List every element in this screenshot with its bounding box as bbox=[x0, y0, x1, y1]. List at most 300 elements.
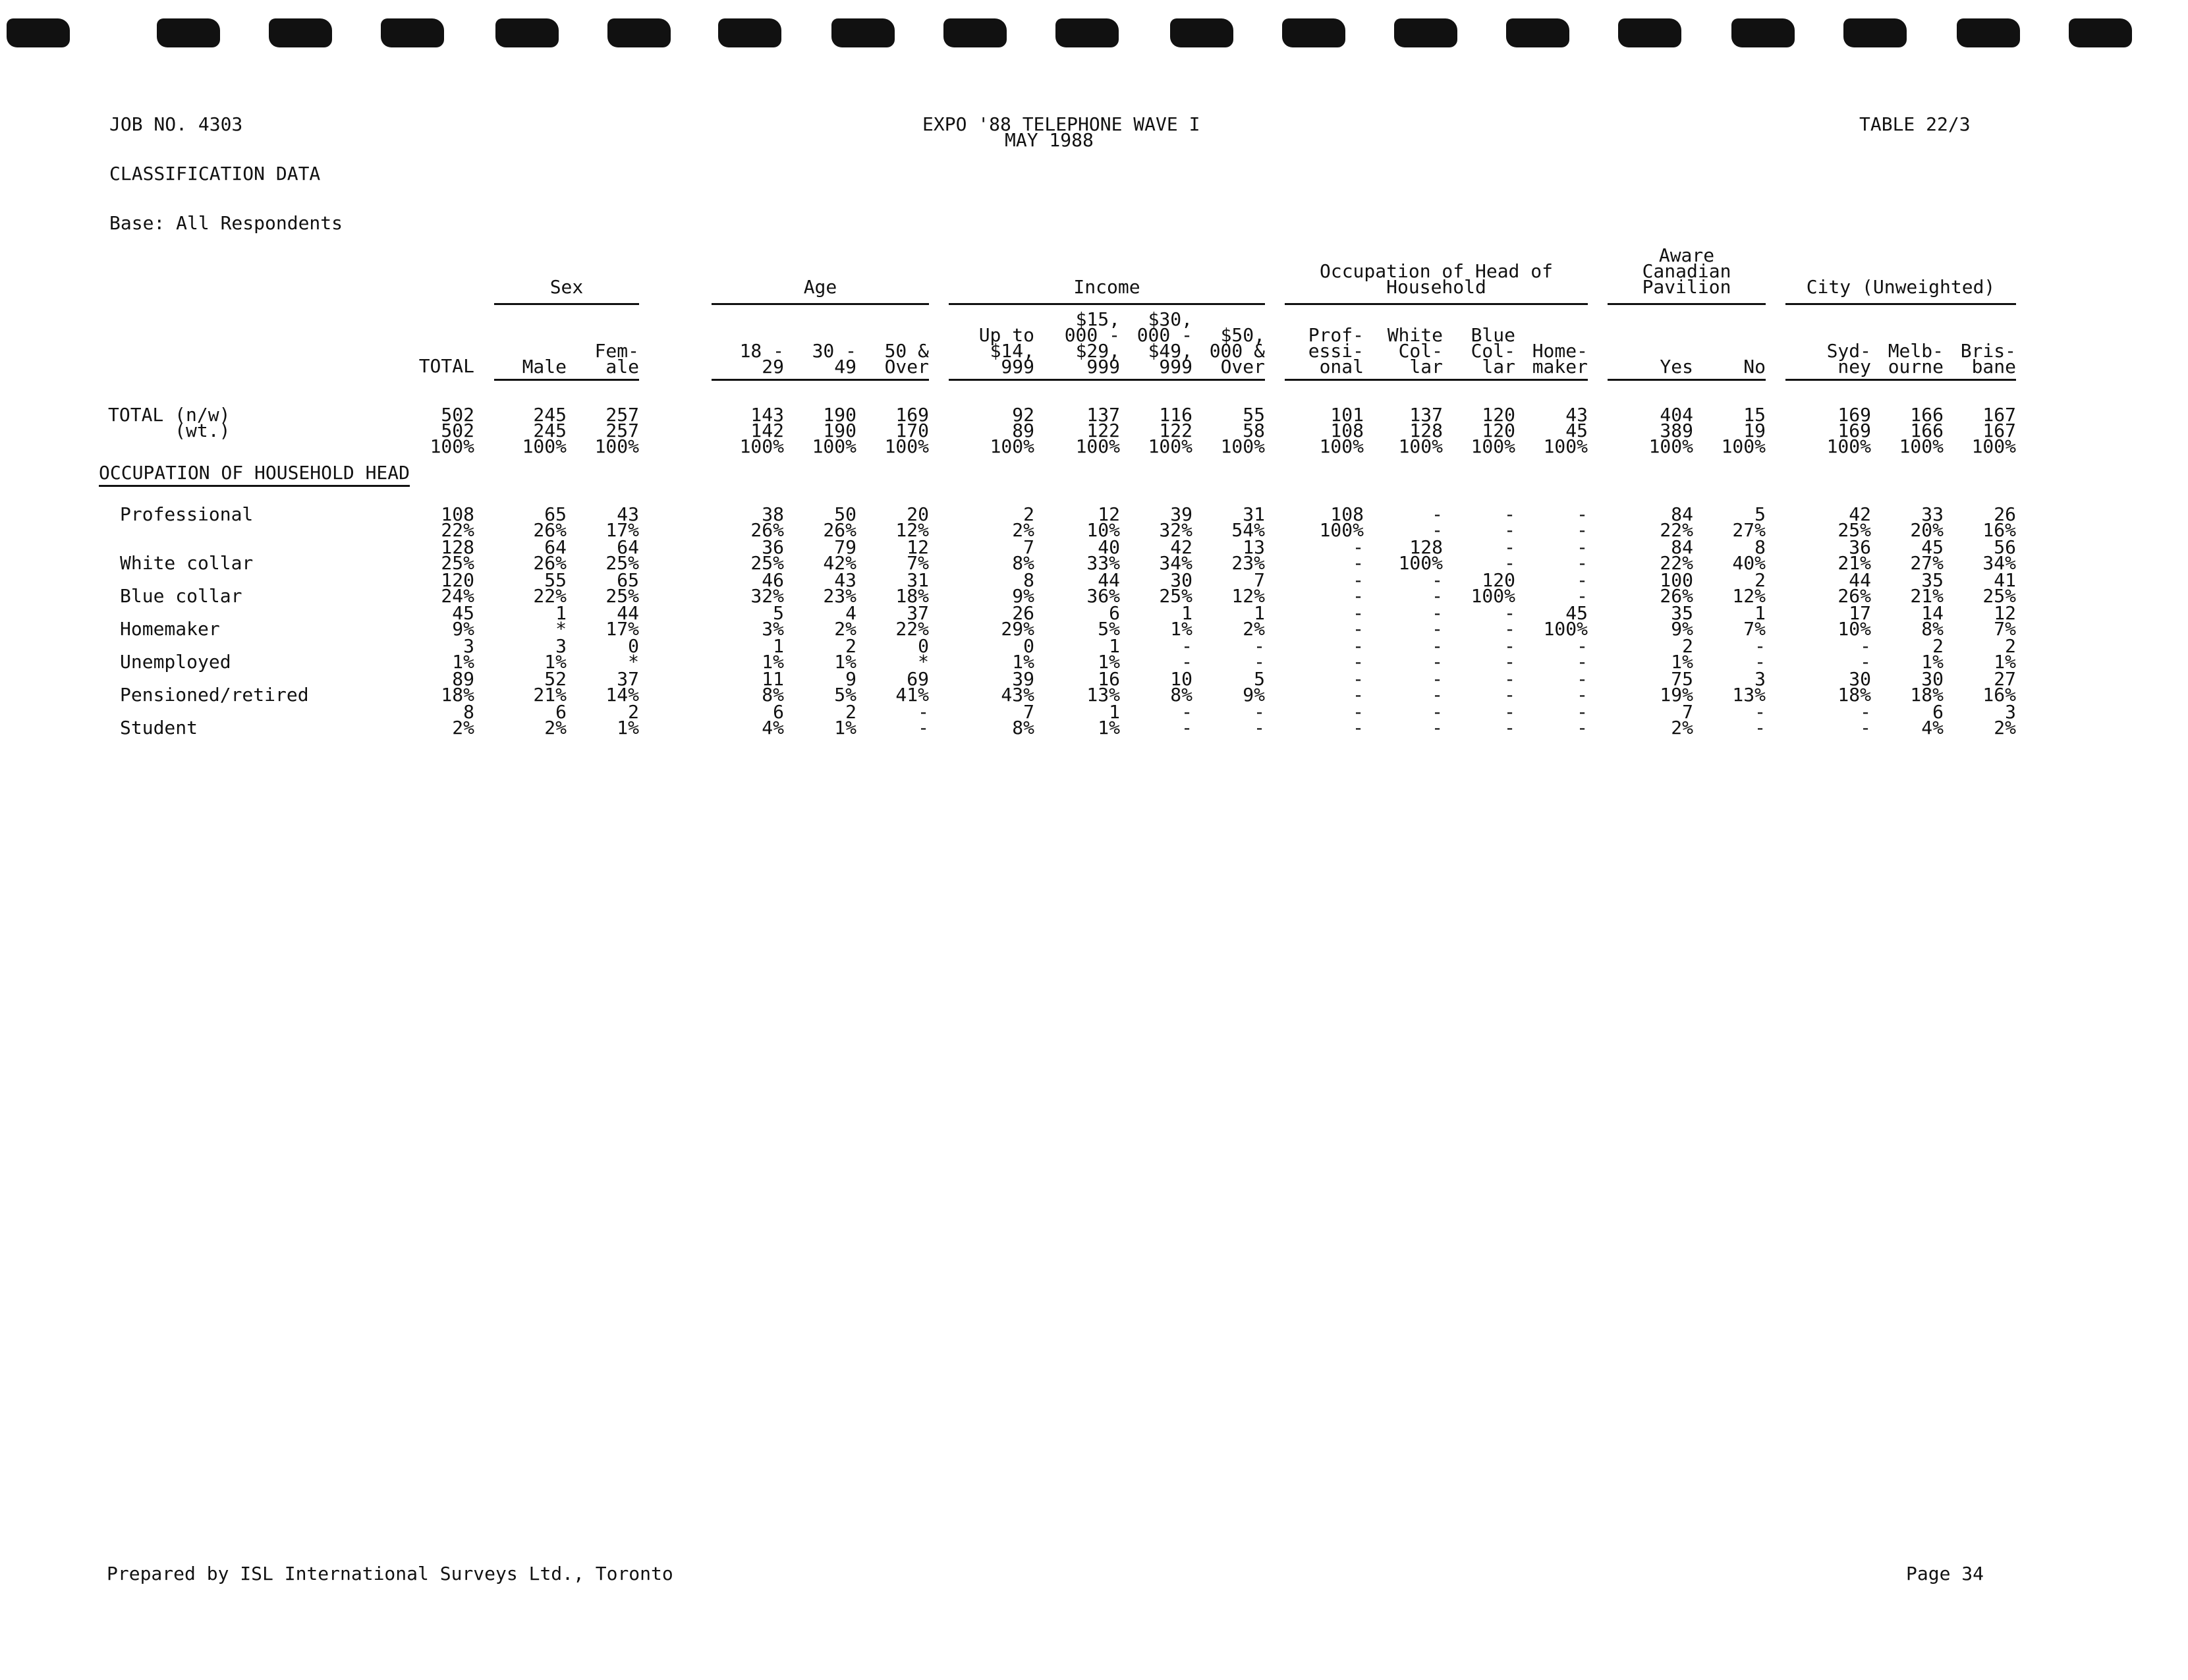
data-cell bbox=[1693, 701, 1766, 739]
cell-percent: 18% bbox=[1837, 684, 1871, 706]
cell-percent: 26% bbox=[750, 519, 784, 541]
cell-count: 5 bbox=[773, 602, 784, 624]
group-gap bbox=[474, 571, 494, 604]
cell-percent: 3% bbox=[762, 618, 784, 640]
group-gap bbox=[474, 312, 494, 381]
column-header bbox=[1871, 312, 1944, 381]
column-header-label: $50, 000 & Over bbox=[1192, 327, 1265, 381]
cell-percent: 12% bbox=[1231, 585, 1265, 607]
cell-count: 6 bbox=[1109, 602, 1120, 624]
cell-count: 3 bbox=[1754, 668, 1766, 690]
totals-pct: 100% bbox=[812, 435, 856, 457]
group-gap bbox=[929, 407, 949, 455]
cell-count: 20 bbox=[907, 503, 929, 525]
group-gap bbox=[1766, 571, 1785, 604]
totals-pct: 100% bbox=[990, 435, 1034, 457]
cell-count: - bbox=[918, 701, 929, 723]
data-cell bbox=[1192, 503, 1265, 541]
table-row bbox=[99, 538, 2016, 571]
cell-percent: 42% bbox=[823, 552, 856, 574]
table-row bbox=[99, 507, 2016, 538]
cell-percent: - bbox=[1353, 651, 1364, 673]
cell-count: 2 bbox=[1682, 635, 1693, 657]
totals-wt: 108 bbox=[1330, 420, 1364, 441]
data-cell bbox=[494, 602, 567, 640]
totals-cell bbox=[1285, 404, 1364, 457]
data-cell bbox=[1515, 635, 1588, 673]
cell-count: - bbox=[1504, 503, 1515, 525]
group-header-label: Age bbox=[712, 279, 929, 305]
stub-column bbox=[99, 312, 415, 381]
data-cell bbox=[1192, 569, 1265, 607]
totals-pct: 100% bbox=[1075, 435, 1120, 457]
binder-hole bbox=[381, 18, 444, 47]
binder-hole bbox=[1957, 18, 2020, 47]
cell-percent: 22% bbox=[895, 618, 929, 640]
page-number: Page 34 bbox=[1906, 1563, 1984, 1584]
data-cell bbox=[1871, 536, 1944, 574]
totals-nw: 137 bbox=[1086, 404, 1120, 426]
column-header-label: Blue Col- lar bbox=[1443, 327, 1515, 381]
group-gap bbox=[1265, 604, 1285, 637]
cell-count: 75 bbox=[1671, 668, 1693, 690]
cell-percent: 1% bbox=[1994, 651, 2016, 673]
totals-cell bbox=[494, 404, 567, 457]
cell-count: 8 bbox=[463, 701, 474, 723]
cell-count: 33 bbox=[1921, 503, 1944, 525]
data-cell bbox=[856, 602, 929, 640]
data-cell bbox=[1944, 602, 2016, 640]
group-gap bbox=[1588, 604, 1608, 637]
data-cell bbox=[1608, 701, 1693, 739]
stub-header bbox=[99, 248, 415, 312]
totals-pct: 100% bbox=[594, 435, 639, 457]
data-cell bbox=[494, 569, 567, 607]
totals-pct: 100% bbox=[1543, 435, 1588, 457]
data-cell bbox=[1785, 635, 1871, 673]
table-row bbox=[99, 670, 2016, 703]
cell-count: 39 bbox=[1012, 668, 1034, 690]
group-gap bbox=[639, 604, 712, 637]
cell-percent: 16% bbox=[1982, 684, 2016, 706]
group-gap bbox=[639, 703, 712, 736]
group-gap bbox=[929, 312, 949, 381]
cell-count: - bbox=[1577, 701, 1588, 723]
totals-wt: 128 bbox=[1409, 420, 1443, 441]
data-cell bbox=[1192, 701, 1265, 739]
group-gap bbox=[1265, 407, 1285, 455]
data-cell bbox=[1120, 668, 1192, 706]
cell-percent: 26% bbox=[533, 519, 567, 541]
cell-percent: 29% bbox=[1001, 618, 1034, 640]
totals-pct: 100% bbox=[884, 435, 929, 457]
cell-percent: 33% bbox=[1086, 552, 1120, 574]
column-header-label: $30, 000 - $49, 999 bbox=[1120, 312, 1192, 381]
totals-cell bbox=[856, 404, 929, 457]
cell-percent: 8% bbox=[762, 684, 784, 706]
data-cell bbox=[1443, 569, 1515, 607]
cell-count: - bbox=[1432, 569, 1443, 591]
cell-count: 26 bbox=[1994, 503, 2016, 525]
cell-count: - bbox=[1181, 701, 1192, 723]
group-gap bbox=[1265, 312, 1285, 381]
data-cell bbox=[784, 536, 856, 574]
data-cell bbox=[1285, 635, 1364, 673]
cell-count: - bbox=[1353, 701, 1364, 723]
cell-percent: - bbox=[1860, 717, 1871, 739]
group-gap bbox=[1766, 407, 1785, 455]
data-cell bbox=[1443, 536, 1515, 574]
cell-count: 30 bbox=[1849, 668, 1871, 690]
cell-percent: 12% bbox=[895, 519, 929, 541]
cell-percent: - bbox=[1754, 717, 1766, 739]
group-gap bbox=[929, 670, 949, 703]
cell-percent: - bbox=[1254, 717, 1265, 739]
data-cell bbox=[1364, 503, 1443, 541]
cell-count: 2 bbox=[1932, 635, 1944, 657]
group-gap bbox=[639, 538, 712, 571]
data-cell bbox=[1693, 536, 1766, 574]
cell-percent: 8% bbox=[1012, 717, 1034, 739]
cell-percent: 1% bbox=[1170, 618, 1192, 640]
cell-percent: 9% bbox=[1012, 585, 1034, 607]
cell-percent: 22% bbox=[441, 519, 474, 541]
cell-percent: 8% bbox=[1921, 618, 1944, 640]
cell-count: 7 bbox=[1023, 536, 1034, 558]
cell-count: 84 bbox=[1671, 536, 1693, 558]
totals-cell bbox=[1364, 404, 1443, 457]
cell-count: - bbox=[1504, 635, 1515, 657]
group-gap bbox=[639, 407, 712, 455]
cell-percent: - bbox=[1353, 717, 1364, 739]
data-cell bbox=[494, 635, 567, 673]
cell-percent: 100% bbox=[1319, 519, 1364, 541]
cell-count: 84 bbox=[1671, 503, 1693, 525]
cell-percent: 10% bbox=[1837, 618, 1871, 640]
cell-count: - bbox=[1860, 701, 1871, 723]
cell-count: 26 bbox=[1012, 602, 1034, 624]
cell-count: 44 bbox=[1098, 569, 1120, 591]
group-header-label: Income bbox=[949, 279, 1265, 305]
data-cell bbox=[1120, 503, 1192, 541]
group-gap bbox=[1766, 670, 1785, 703]
totals-wt: 19 bbox=[1743, 420, 1766, 441]
binder-hole bbox=[1282, 18, 1345, 47]
data-cell bbox=[1785, 701, 1871, 739]
cell-count: 12 bbox=[907, 536, 929, 558]
cell-percent: - bbox=[1432, 651, 1443, 673]
group-gap bbox=[474, 604, 494, 637]
cell-count: 45 bbox=[1565, 602, 1588, 624]
cell-count: - bbox=[1577, 569, 1588, 591]
column-header-label: Up to $14, 999 bbox=[949, 327, 1034, 381]
cell-percent: 10% bbox=[1086, 519, 1120, 541]
data-cell bbox=[1364, 536, 1443, 574]
binder-hole bbox=[269, 18, 332, 47]
data-cell bbox=[1608, 668, 1693, 706]
totals-row bbox=[99, 407, 2016, 455]
data-cell bbox=[1034, 503, 1120, 541]
totals-cell bbox=[1120, 404, 1192, 457]
cell-percent: 1% bbox=[1671, 651, 1693, 673]
cell-percent: - bbox=[1504, 618, 1515, 640]
cell-percent: 14% bbox=[605, 684, 639, 706]
cell-percent: 1% bbox=[617, 717, 639, 739]
cell-percent: - bbox=[918, 717, 929, 739]
cell-count: 2 bbox=[845, 635, 856, 657]
cell-percent: 4% bbox=[1921, 717, 1944, 739]
group-gap bbox=[639, 670, 712, 703]
totals-cell bbox=[567, 404, 639, 457]
cell-count: 100 bbox=[1660, 569, 1693, 591]
cell-count: 6 bbox=[555, 701, 567, 723]
totals-nw: 169 bbox=[895, 404, 929, 426]
data-cell bbox=[1285, 668, 1364, 706]
cell-percent: - bbox=[1577, 717, 1588, 739]
cell-percent: 1% bbox=[452, 651, 474, 673]
cell-percent: 2% bbox=[834, 618, 856, 640]
cell-count: 27 bbox=[1994, 668, 2016, 690]
cell-count: 1 bbox=[1181, 602, 1192, 624]
data-cell bbox=[415, 602, 474, 640]
totals-pct: 100% bbox=[1319, 435, 1364, 457]
column-header bbox=[1034, 308, 1120, 381]
binder-hole bbox=[495, 18, 559, 47]
cell-count: 3 bbox=[555, 635, 567, 657]
group-gap bbox=[929, 538, 949, 571]
cell-percent: 2% bbox=[452, 717, 474, 739]
data-cell bbox=[1515, 569, 1588, 607]
data-cell bbox=[1443, 503, 1515, 541]
cell-percent: - bbox=[1353, 552, 1364, 574]
cell-count: 11 bbox=[762, 668, 784, 690]
cell-percent: 40% bbox=[1732, 552, 1766, 574]
totals-pct: 100% bbox=[1471, 435, 1515, 457]
cell-count: 36 bbox=[762, 536, 784, 558]
data-cell bbox=[1515, 503, 1588, 541]
cell-percent: 17% bbox=[605, 618, 639, 640]
binder-hole bbox=[1618, 18, 1681, 47]
data-cell bbox=[1785, 503, 1871, 541]
cell-count: 1 bbox=[1109, 635, 1120, 657]
data-cell bbox=[856, 701, 929, 739]
binder-hole bbox=[2069, 18, 2132, 47]
cell-percent: 21% bbox=[1910, 585, 1944, 607]
group-gap bbox=[474, 507, 494, 538]
group-header-label: Aware Canadian Pavilion bbox=[1608, 248, 1766, 305]
base-description: Base: All Respondents bbox=[109, 212, 343, 234]
cell-count: 79 bbox=[834, 536, 856, 558]
cell-percent: 32% bbox=[1159, 519, 1192, 541]
cell-percent: - bbox=[1353, 585, 1364, 607]
cell-count: 31 bbox=[1243, 503, 1265, 525]
data-cell bbox=[1785, 536, 1871, 574]
totals-cell bbox=[1608, 404, 1693, 457]
cell-count: - bbox=[1432, 635, 1443, 657]
totals-pct: 100% bbox=[430, 435, 474, 457]
cell-percent: - bbox=[1432, 717, 1443, 739]
data-cell bbox=[567, 602, 639, 640]
cell-percent: 25% bbox=[1982, 585, 2016, 607]
cell-count: 43 bbox=[834, 569, 856, 591]
cell-percent: 41% bbox=[895, 684, 929, 706]
totals-wt: 190 bbox=[823, 420, 856, 441]
cell-percent: - bbox=[1577, 585, 1588, 607]
group-header-3 bbox=[1285, 248, 1588, 312]
group-gap bbox=[1588, 670, 1608, 703]
row-spacer bbox=[99, 381, 2016, 407]
data-cell bbox=[1608, 602, 1693, 640]
cell-percent: - bbox=[1860, 651, 1871, 673]
cell-count: 120 bbox=[1482, 569, 1515, 591]
cell-count: - bbox=[1353, 602, 1364, 624]
data-cell bbox=[1443, 635, 1515, 673]
cell-percent: 1% bbox=[762, 651, 784, 673]
totals-nw: 245 bbox=[533, 404, 567, 426]
cell-count: 40 bbox=[1098, 536, 1120, 558]
totals-nw: 15 bbox=[1743, 404, 1766, 426]
group-gap bbox=[1588, 703, 1608, 736]
cell-count: 45 bbox=[452, 602, 474, 624]
cell-count: 1 bbox=[1754, 602, 1766, 624]
cell-percent: 1% bbox=[834, 651, 856, 673]
cell-percent: - bbox=[1181, 651, 1192, 673]
totals-wt: 58 bbox=[1243, 420, 1265, 441]
group-gap bbox=[1766, 637, 1785, 670]
cell-count: 1 bbox=[773, 635, 784, 657]
column-header bbox=[494, 312, 567, 381]
group-gap bbox=[929, 703, 949, 736]
totals-wt: 122 bbox=[1086, 420, 1120, 441]
cell-count: 0 bbox=[918, 635, 929, 657]
data-cell bbox=[1120, 635, 1192, 673]
row-label: Student bbox=[120, 717, 198, 739]
data-cell bbox=[712, 668, 784, 706]
cell-percent: 2% bbox=[1994, 717, 2016, 739]
cell-count: - bbox=[1577, 536, 1588, 558]
data-cell bbox=[1871, 701, 1944, 739]
cell-count: 5 bbox=[1254, 668, 1265, 690]
cell-count: - bbox=[1754, 635, 1766, 657]
totals-cell bbox=[1034, 404, 1120, 457]
cell-count: 14 bbox=[1921, 602, 1944, 624]
data-cell bbox=[1608, 536, 1693, 574]
cell-percent: - bbox=[1504, 519, 1515, 541]
cell-percent: 13% bbox=[1732, 684, 1766, 706]
cell-count: 7 bbox=[1254, 569, 1265, 591]
cell-percent: 26% bbox=[823, 519, 856, 541]
cell-percent: 18% bbox=[441, 684, 474, 706]
cell-percent: 27% bbox=[1910, 552, 1944, 574]
group-gap bbox=[474, 637, 494, 670]
cell-percent: - bbox=[1353, 684, 1364, 706]
binder-hole bbox=[7, 18, 70, 47]
data-cell bbox=[1944, 668, 2016, 706]
data-cell bbox=[949, 701, 1034, 739]
data-cell bbox=[1120, 701, 1192, 739]
totals-cell bbox=[1871, 404, 1944, 457]
group-gap bbox=[929, 571, 949, 604]
row-label: Blue collar bbox=[120, 585, 242, 607]
cell-count: 128 bbox=[1409, 536, 1443, 558]
cell-percent: 25% bbox=[750, 552, 784, 574]
data-cell bbox=[1693, 503, 1766, 541]
data-cell bbox=[1944, 569, 2016, 607]
group-gap bbox=[929, 507, 949, 538]
cell-percent: - bbox=[1432, 618, 1443, 640]
cell-percent: 1% bbox=[834, 717, 856, 739]
data-cell bbox=[712, 569, 784, 607]
group-gap bbox=[1265, 637, 1285, 670]
cell-count: 1 bbox=[1109, 701, 1120, 723]
cell-percent: 21% bbox=[1837, 552, 1871, 574]
prepared-by: Prepared by ISL International Surveys Ltd., Toronto bbox=[107, 1563, 673, 1584]
cell-percent: 100% bbox=[1543, 618, 1588, 640]
cell-percent: - bbox=[1577, 684, 1588, 706]
total-column-header: TOTAL bbox=[418, 355, 474, 377]
data-cell bbox=[784, 668, 856, 706]
cell-count: 30 bbox=[1170, 569, 1192, 591]
row-label: Homemaker bbox=[120, 618, 220, 640]
binder-hole bbox=[1843, 18, 1907, 47]
cell-count: 45 bbox=[1921, 536, 1944, 558]
totals-cell bbox=[712, 404, 784, 457]
data-cell bbox=[1693, 569, 1766, 607]
totals-cell bbox=[415, 404, 474, 457]
totals-wt: 502 bbox=[441, 420, 474, 441]
group-gap bbox=[1588, 407, 1608, 455]
column-header bbox=[1120, 308, 1192, 381]
cell-count: 44 bbox=[617, 602, 639, 624]
table-row bbox=[99, 571, 2016, 604]
cell-percent: 13% bbox=[1086, 684, 1120, 706]
totals-nw: 101 bbox=[1330, 404, 1364, 426]
column-header-label: Fem- ale bbox=[567, 343, 639, 381]
totals-nw: 143 bbox=[750, 404, 784, 426]
cell-percent: 2% bbox=[1243, 618, 1265, 640]
cell-percent: 5% bbox=[1098, 618, 1120, 640]
group-gap bbox=[1588, 248, 1608, 312]
data-cell bbox=[949, 569, 1034, 607]
cell-count: 46 bbox=[762, 569, 784, 591]
totals-wt: 120 bbox=[1482, 420, 1515, 441]
cell-percent: 25% bbox=[605, 552, 639, 574]
data-cell bbox=[494, 701, 567, 739]
data-cell bbox=[1443, 701, 1515, 739]
data-cell bbox=[1034, 668, 1120, 706]
cell-percent: 2% bbox=[544, 717, 567, 739]
cell-count: 41 bbox=[1994, 569, 2016, 591]
totals-wt: 245 bbox=[533, 420, 567, 441]
column-header bbox=[1192, 312, 1265, 381]
data-cell bbox=[1608, 635, 1693, 673]
table-row bbox=[99, 637, 2016, 670]
cell-percent: 32% bbox=[750, 585, 784, 607]
column-header-label: Melb- ourne bbox=[1871, 343, 1944, 381]
cell-count: 2 bbox=[2005, 635, 2016, 657]
cell-count: - bbox=[1432, 668, 1443, 690]
cell-count: - bbox=[1504, 668, 1515, 690]
table-number: TABLE 22/3 bbox=[1859, 113, 1971, 135]
cell-percent: 5% bbox=[834, 684, 856, 706]
cell-percent: 2% bbox=[1671, 717, 1693, 739]
cell-count: 38 bbox=[762, 503, 784, 525]
cell-count: - bbox=[1181, 635, 1192, 657]
totals-pct: 100% bbox=[1220, 435, 1265, 457]
cell-percent: 19% bbox=[1660, 684, 1693, 706]
totals-cell bbox=[1785, 404, 1871, 457]
cell-percent: 23% bbox=[1231, 552, 1265, 574]
